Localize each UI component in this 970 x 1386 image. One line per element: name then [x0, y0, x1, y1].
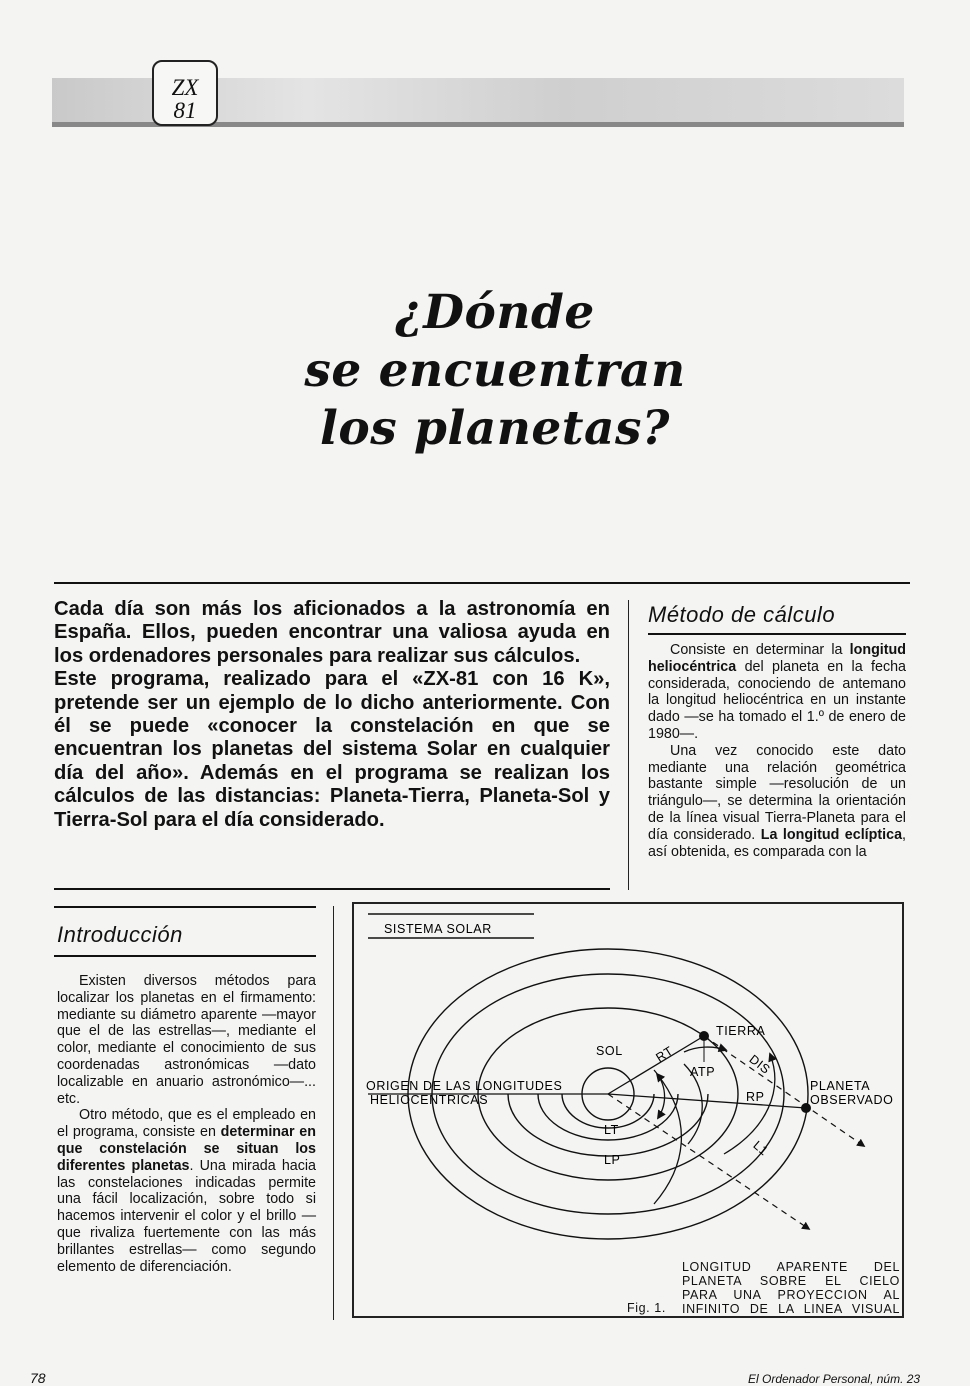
label-lt: LT: [604, 1123, 619, 1137]
label-sol: SOL: [596, 1044, 623, 1058]
label-planeta-2: OBSERVADO: [810, 1093, 894, 1107]
label-planeta-1: PLANETA: [810, 1079, 871, 1093]
badge-line1: ZX: [171, 75, 199, 100]
article-title: [230, 284, 760, 458]
figure-caption: [682, 1260, 900, 1316]
caption-line1: LONGITUD APARENTE DEL: [682, 1260, 900, 1274]
introduccion-body: [57, 973, 316, 1275]
metodo-body: [648, 642, 906, 860]
introduccion-heading: Introducción: [57, 922, 183, 947]
label-rt: RT: [653, 1043, 676, 1065]
zx81-badge: [152, 60, 218, 126]
column-divider: [628, 600, 629, 890]
caption-line4: INFINITO DE LA LINEA VISUAL: [682, 1302, 900, 1316]
label-lp: LP: [604, 1153, 621, 1167]
l1-line: [608, 1094, 809, 1229]
label-l1: L1: [750, 1138, 772, 1159]
solar-system-figure: [352, 902, 904, 1318]
title-line2: se encuentran: [304, 343, 686, 398]
solar-system-diagram: [354, 904, 906, 1320]
magazine-footer: El Ordenador Personal, núm. 23: [748, 1372, 921, 1386]
caption-line2: PLANETA SOBRE EL CIELO: [682, 1274, 900, 1288]
intro-heading-rule: [54, 955, 316, 957]
lead-bottom-rule: [54, 888, 610, 890]
label-origen-1: ORIGEN DE LAS LONGITUDES: [366, 1079, 563, 1093]
figure-title: SISTEMA SOLAR: [384, 922, 492, 936]
label-atp: ATP: [690, 1065, 716, 1079]
title-line3: los planetas?: [320, 401, 670, 456]
metodo-rule: [648, 633, 906, 635]
figure-label: Fig. 1.: [627, 1301, 666, 1315]
badge-line2: 81: [173, 98, 197, 123]
metodo-heading: Método de cálculo: [648, 602, 836, 627]
label-rp: RP: [746, 1090, 765, 1104]
metodo-p2: Una vez conocido este dato mediante una relación geométrica bastante simple —resolución de un triángulo—, se determina la orientación de la línea visual Tierra-Planeta para el día considerado. La longitud eclíptica, así obtenida, es comparada con la: [648, 742, 907, 860]
metodo-p1: Consiste en determinar la longitud heliocéntrica del planeta en la fecha considerada, conociendo de antemano la longitud heliocéntrica en un instante dado —se ha tomado el 1.º de enero de 1980—.: [648, 642, 906, 742]
lead-paragraph: [54, 598, 610, 832]
label-tierra: TIERRA: [716, 1024, 766, 1038]
page-number: 78: [30, 1370, 46, 1386]
intro-top-rule: [54, 906, 316, 908]
label-dis: DIS: [746, 1052, 773, 1077]
title-line1: ¿Dónde: [395, 285, 595, 340]
lead-p2: Este programa, realizado para el «ZX-81 con 16 K», pretende ser un ejemplo de lo dicho anteriormente. Con él se puede «conocer la constelación en que se encuentran los planetas del sistema Solar en cualquier día del año». Además en el programa se realizan los cálculos de las distancias: Planeta-Tierra, Planeta-Sol y Tierra-Sol para el día considerado.: [54, 668, 610, 831]
intro-p1: Existen diversos métodos para localizar los planetas en el firmamento: mediante su diámetro aparente —mayor que el de las estrellas—, mediante el color, mediante el conocimiento de sus coordenadas astronómicas —dato localizable en anuario astronómico—... etc.: [57, 973, 316, 1107]
caption-line3: PARA UNA PROYECCION AL: [682, 1288, 900, 1302]
top-rule: [54, 582, 910, 584]
lead-p1: Cada día son más los aficionados a la astronomía en España. Ellos, pueden encontrar una valiosa ayuda en los ordenadores personales para realizar sus cálculos.: [54, 598, 610, 667]
intro-column-divider: [333, 906, 334, 1320]
label-origen-2: HELIOCENTRICAS: [370, 1093, 489, 1107]
intro-p2: Otro método, que es el empleado en el programa, consiste en determinar en que constelación se situan los diferentes planetas. Una mirada hacia las constelaciones indicadas permite una fácil localización, sobre todo si hacemos intervenir el color y el brillo —que rivaliza fuertemente con las más brillantes estrellas— como segundo elemento de diferenciación.: [57, 1107, 316, 1275]
rp-line: [608, 1094, 806, 1108]
